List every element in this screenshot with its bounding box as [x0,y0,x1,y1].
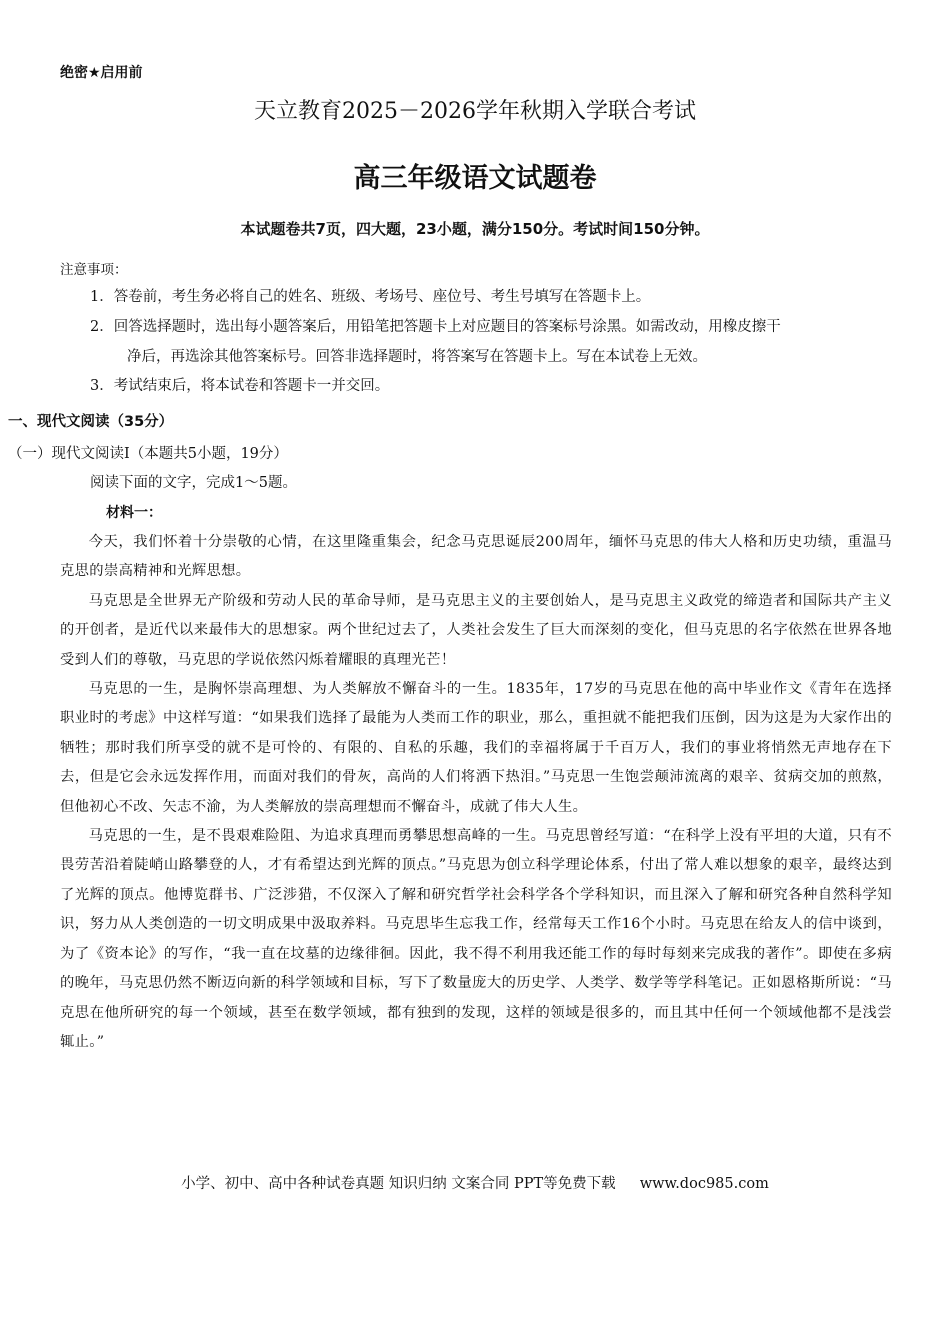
notice-heading: 注意事项： [60,262,128,278]
reading-passage [60,528,892,1057]
paragraph-4: 马克思的一生，是不畏艰难险阻、为追求真理而勇攀思想高峰的一生。马克思曾经写道：“在科学上没有平坦的大道，只有不畏劳苦沿着陡峭山路攀登的人，才有希望达到光辉的顶点。”马克思为创立科学理论体系，付出了常人难以想象的艰辛，最终达到了光辉的顶点。他博览群书、广泛涉猎，不仅深入了解和研究哲学社会科学各个学科知识，而且深入了解和研究各种自然科学知识，努力从人类创造的一切文明成果中汲取养料。马克思毕生忘我工作，经常每天工作16个小时。马克思在给友人的信中谈到，为了《资本论》的写作，“我一直在坟墓的边缘徘徊。因此，我不得不利用我还能工作的每时每刻来完成我的著作”。即使在多病的晚年，马克思仍然不断迈向新的科学领域和目标，写下了数量庞大的历史学、人类学、数学等学科笔记。正如恩格斯所说：“马克思在他所研究的每一个领域，甚至在数学领域，都有独到的发现，这样的领域是很多的，而且其中任何一个领域他都不是浅尝辄止。” [60,828,892,1050]
paper-title: 高三年级语文试题卷 [353,163,597,194]
footer-url[interactable]: www.doc985.com [639,1176,769,1192]
section-heading: 一、现代文阅读（35分） [8,414,174,430]
exam-title: 天立教育2025－2026学年秋期入学联合考试 [254,99,696,124]
notice-item-1: 1．答卷前，考生务必将自己的姓名、班级、考场号、座位号、考生号填写在答题卡上。 [90,289,651,305]
notice-item-2-continued: 净后，再选涂其他答案标号。回答非选择题时，将答案写在答题卡上。写在本试卷上无效。 [127,349,707,365]
paragraph-3: 马克思的一生，是胸怀崇高理想、为人类解放不懈奋斗的一生。1835年，17岁的马克思在他的高中毕业作文《青年在选择职业时的考虑》中这样写道：“如果我们选择了最能为人类而工作的职业，那么，重担就不能把我们压倒，因为这是为大家作出的牺牲；那时我们所享受的就不是可怜的、有限的、自私的乐趣，我们的幸福将属于千百万人，我们的事业将悄然无声地存在下去，但是它会永远发挥作用，而面对我们的骨灰，高尚的人们将洒下热泪。”马克思一生饱尝颠沛流离的艰辛、贫病交加的煎熬，但他初心不改、矢志不渝，为人类解放的崇高理想而不懈奋斗，成就了伟大人生。 [60,681,892,815]
notice-item-3: 3．考试结束后，将本试卷和答题卡一并交回。 [90,378,390,394]
footer-text: 小学、初中、高中各种试卷真题 知识归纳 文案合同 PPT等免费下载 [181,1176,616,1192]
paragraph-2: 马克思是全世界无产阶级和劳动人民的革命导师，是马克思主义的主要创始人，是马克思主义政党的缔造者和国际共产主义的开创者，是近代以来最伟大的思想家。两个世纪过去了，人类社会发生了巨大而深刻的变化，但马克思的名字依然在世界各地受到人们的尊敬，马克思的学说依然闪烁着耀眼的真理光芒！ [60,592,892,668]
notice-item-2: 2．回答选择题时，选出每小题答案后，用铅笔把答题卡上对应题目的答案标号涂黑。如需改动，用橡皮擦干 [90,319,781,335]
paper-summary: 本试题卷共7页，四大题，23小题，满分150分。考试时间150分钟。 [240,220,710,238]
material-label: 材料一： [106,505,162,521]
reading-instruction: 阅读下面的文字，完成1～5题。 [90,475,297,491]
subsection-heading: （一）现代文阅读Ⅰ（本题共5小题，19分） [8,446,288,462]
page-footer [0,1172,950,1193]
paragraph-1: 今天，我们怀着十分崇敬的心情，在这里隆重集会，纪念马克思诞辰200周年，缅怀马克思的伟大人格和历史功绩，重温马克思的崇高精神和光辉思想。 [60,534,892,580]
confidential-label: 绝密★启用前 [60,65,143,81]
